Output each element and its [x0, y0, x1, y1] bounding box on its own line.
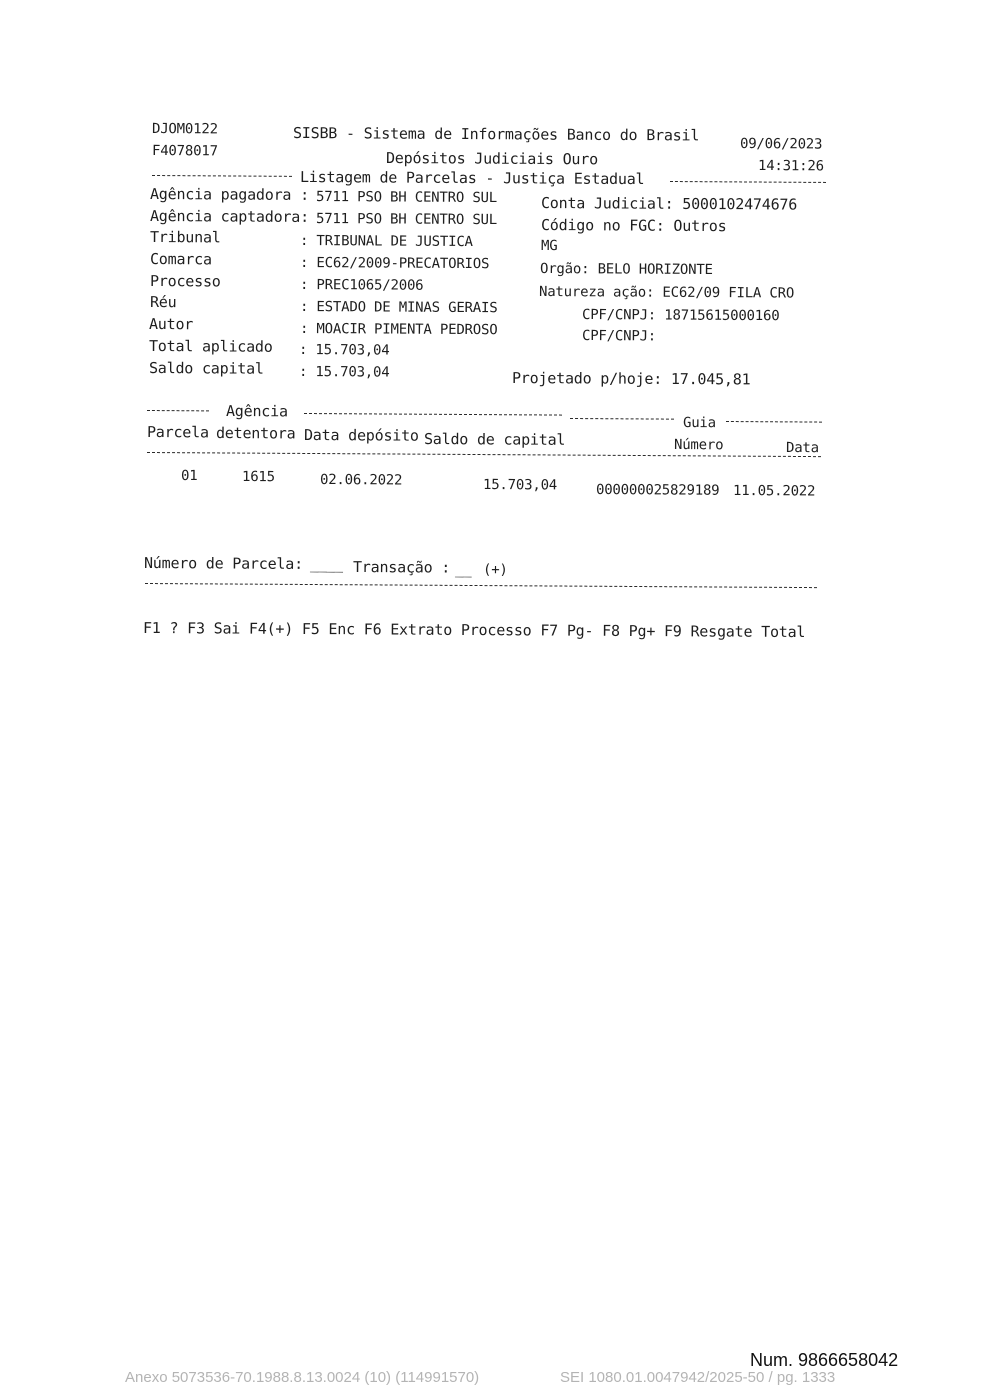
guia-rule-left — [570, 418, 674, 420]
col-saldo-capital: Saldo de capital — [423, 430, 566, 449]
title-rule-right — [670, 181, 826, 183]
cpf-cnpj-autor: CPF/CNPJ: — [581, 328, 657, 345]
natureza-acao: Natureza ação: EC62/09 FILA CRO — [538, 284, 795, 302]
saldo-capital-value: : 15.703,04 — [298, 364, 390, 381]
total-aplicado-value: : 15.703,04 — [298, 342, 390, 359]
col-detentora: detentora — [215, 424, 296, 443]
annex-reference: Anexo 5073536-70.1988.8.13.0024 (10) (114991570) — [125, 1369, 480, 1386]
agencia-rule-right — [304, 413, 562, 416]
transacao-input[interactable]: __ — [454, 562, 472, 579]
projetado-hoje: Projetado p/hoje: 17.045,81 — [511, 369, 751, 389]
tribunal-label: Tribunal — [149, 228, 221, 247]
col-guia-numero: Número — [673, 437, 724, 454]
agencia-captadora-value: 5711 PSO BH CENTRO SUL — [315, 211, 498, 229]
document-number: Num. 9866658042 — [750, 1350, 899, 1370]
comarca-label: Comarca — [149, 250, 212, 269]
conta-judicial: Conta Judicial: 5000102474676 — [540, 194, 798, 214]
row-agencia: 1615 — [241, 469, 275, 486]
cpf-cnpj-reu: CPF/CNPJ: 18715615000160 — [581, 307, 780, 325]
agencia-pagadora-label: Agência pagadora : — [149, 185, 310, 204]
guia-rule-right — [726, 421, 822, 423]
processo-value: : PREC1065/2006 — [299, 277, 424, 294]
row-guia-numero: 000000025829189 — [595, 482, 720, 499]
col-guia-data: Data — [785, 440, 819, 457]
autor-value: : MOACIR PIMENTA PEDROSO — [299, 321, 498, 339]
parcela-input-label: Número de Parcela: — [143, 554, 304, 573]
saldo-capital-label: Saldo capital — [148, 359, 264, 378]
group-guia: Guia — [682, 415, 716, 432]
codigo-fgc: Código no FGC: Outros — [540, 216, 727, 236]
title-rule-left — [152, 175, 292, 177]
transacao-label: Transação : — [352, 558, 451, 577]
transacao-hint: (+) — [482, 562, 508, 579]
col-data-deposito: Data depósito — [303, 426, 419, 445]
input-rule — [145, 583, 817, 588]
program-code: DJOM0122 — [151, 121, 218, 138]
row-parcela: 01 — [180, 468, 198, 485]
row-saldo: 15.703,04 — [482, 477, 558, 494]
user-code: F4078017 — [151, 143, 218, 160]
autor-label: Autor — [148, 315, 194, 334]
tribunal-uf: MG — [540, 238, 558, 255]
total-aplicado-label: Total aplicado — [148, 337, 273, 356]
parcela-input[interactable]: ____ — [309, 557, 343, 574]
row-guia-data: 11.05.2022 — [732, 483, 816, 500]
comarca-value: : EC62/2009-PRECATORIOS — [299, 255, 490, 273]
tribunal-value: : TRIBUNAL DE JUSTICA — [299, 233, 473, 251]
processo-label: Processo — [149, 272, 221, 291]
agencia-rule-left — [147, 410, 209, 411]
screen-title: Listagem de Parcelas - Justiça Estadual — [299, 168, 645, 189]
function-keys-bar[interactable]: F1 ? F3 Sai F4(+) F5 Enc F6 Extrato Processo F7 Pg- F8 Pg+ F9 Resgate Total — [142, 619, 806, 642]
agencia-captadora-label: Agência captadora: — [149, 207, 310, 226]
row-data-deposito: 02.06.2022 — [319, 472, 403, 489]
col-parcela: Parcela — [146, 423, 209, 442]
reu-label: Réu — [149, 293, 177, 312]
reu-value: : ESTADO DE MINAS GERAIS — [299, 299, 498, 317]
system-title: SISBB - Sistema de Informações Banco do Brasil — [292, 124, 700, 145]
subsystem-title: Depósitos Judiciais Ouro — [385, 149, 599, 169]
orgao: Orgão: BELO HORIZONTE — [539, 261, 713, 279]
header-date: 09/06/2023 — [739, 136, 823, 153]
header-time: 14:31:26 — [757, 158, 824, 175]
agencia-pagadora-value: 5711 PSO BH CENTRO SUL — [315, 189, 498, 207]
group-agencia: Agência — [225, 402, 288, 421]
sei-reference: SEI 1080.01.0047942/2025-50 / pg. 1333 — [560, 1369, 836, 1386]
